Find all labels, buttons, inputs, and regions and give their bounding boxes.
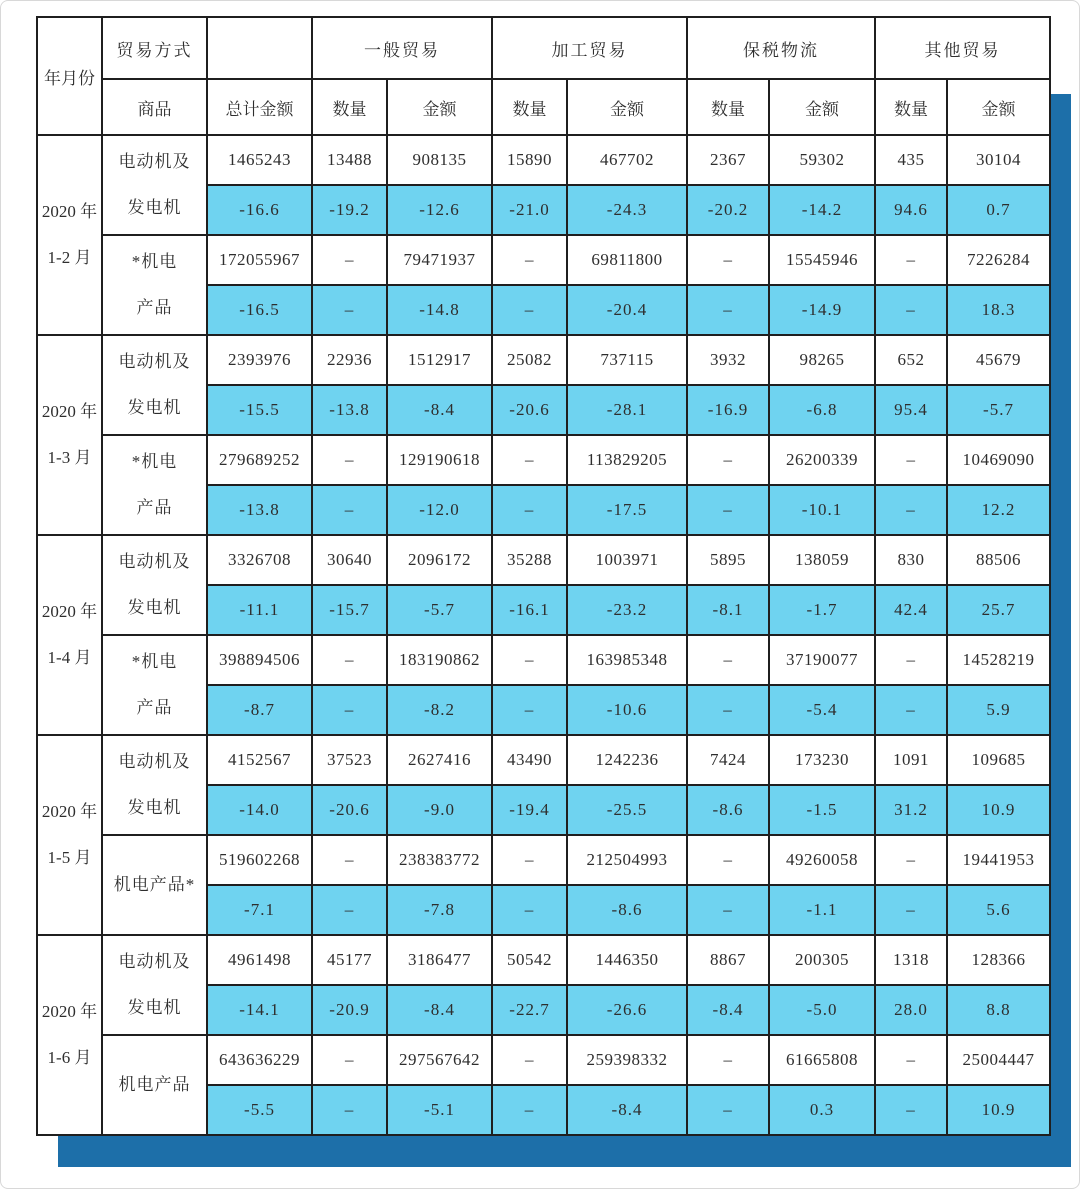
value-cell: 5895	[687, 535, 769, 585]
percent-change-cell: -24.3	[567, 185, 687, 235]
percent-change-cell: -28.1	[567, 385, 687, 435]
value-cell: 13488	[312, 135, 387, 185]
header-amount: 金额	[567, 79, 687, 135]
percent-change-cell: 42.4	[875, 585, 947, 635]
percent-change-cell: -7.8	[387, 885, 492, 935]
value-cell: 1091	[875, 735, 947, 785]
value-cell: 15890	[492, 135, 567, 185]
header-trade-mode: 贸易方式	[102, 17, 207, 79]
percent-change-cell: 0.3	[769, 1085, 875, 1135]
commodity-name-line: 机电产品*	[113, 875, 196, 894]
value-cell: 49260058	[769, 835, 875, 885]
percent-change-cell: -8.6	[687, 785, 769, 835]
value-cell: 3932	[687, 335, 769, 385]
percent-change-cell: -19.2	[312, 185, 387, 235]
percent-change-cell: 12.2	[947, 485, 1050, 535]
percent-change-cell: -1.5	[769, 785, 875, 835]
percent-change-cell: –	[492, 485, 567, 535]
value-cell: 2367	[687, 135, 769, 185]
value-cell: –	[312, 835, 387, 885]
value-cell: 163985348	[567, 635, 687, 685]
percent-change-cell: -14.2	[769, 185, 875, 235]
value-cell: 8867	[687, 935, 769, 985]
header-total-amount: 总计金额	[207, 79, 312, 135]
percent-change-cell: –	[687, 685, 769, 735]
percent-change-cell: -16.9	[687, 385, 769, 435]
percent-change-cell: 31.2	[875, 785, 947, 835]
value-cell: –	[492, 835, 567, 885]
percent-change-cell: -8.1	[687, 585, 769, 635]
percent-change-cell: 10.9	[947, 1085, 1050, 1135]
value-cell: –	[687, 235, 769, 285]
commodity-name-line: 产品	[136, 298, 173, 317]
value-cell: –	[875, 235, 947, 285]
percent-change-cell: -14.1	[207, 985, 312, 1035]
percent-change-cell: -8.6	[567, 885, 687, 935]
commodity-name	[102, 935, 207, 1035]
commodity-name-line: *机电	[131, 252, 178, 271]
percent-change-cell: -5.1	[387, 1085, 492, 1135]
percent-change-cell: 18.3	[947, 285, 1050, 335]
percent-change-cell: -12.0	[387, 485, 492, 535]
value-cell: 830	[875, 535, 947, 585]
percent-change-cell: –	[875, 485, 947, 535]
percent-change-cell: -20.9	[312, 985, 387, 1035]
percent-change-cell: -8.2	[387, 685, 492, 735]
table-row-values	[37, 935, 1050, 985]
period-label	[37, 335, 102, 535]
percent-change-cell: -13.8	[312, 385, 387, 435]
period-label-line: 1-5 月	[47, 848, 92, 867]
percent-change-cell: –	[312, 885, 387, 935]
value-cell: 61665808	[769, 1035, 875, 1085]
percent-change-cell: -20.6	[312, 785, 387, 835]
commodity-name-line: 机电产品	[118, 1075, 191, 1094]
commodity-name-line: *机电	[131, 452, 178, 471]
header-year-month: 年月份	[37, 17, 102, 135]
percent-change-cell: –	[687, 1085, 769, 1135]
percent-change-cell: 95.4	[875, 385, 947, 435]
percent-change-cell: –	[492, 885, 567, 935]
commodity-name	[102, 535, 207, 635]
percent-change-cell: -20.2	[687, 185, 769, 235]
commodity-name	[102, 335, 207, 435]
commodity-name	[102, 235, 207, 335]
period-label-line: 2020 年	[41, 402, 98, 421]
percent-change-cell: -1.1	[769, 885, 875, 935]
value-cell: 279689252	[207, 435, 312, 485]
value-cell: 113829205	[567, 435, 687, 485]
percent-change-cell: -1.7	[769, 585, 875, 635]
value-cell: 7226284	[947, 235, 1050, 285]
value-cell: 908135	[387, 135, 492, 185]
value-cell: –	[312, 235, 387, 285]
value-cell: 98265	[769, 335, 875, 385]
percent-change-cell: -5.7	[947, 385, 1050, 435]
period-label-line: 1-6 月	[47, 1048, 92, 1067]
value-cell: –	[687, 835, 769, 885]
percent-change-cell: -8.4	[387, 985, 492, 1035]
header-amount: 金额	[769, 79, 875, 135]
commodity-name-line: 发电机	[127, 998, 182, 1017]
header-quantity: 数量	[875, 79, 947, 135]
value-cell: 19441953	[947, 835, 1050, 885]
period-label	[37, 135, 102, 335]
percent-change-cell: –	[875, 285, 947, 335]
value-cell: 43490	[492, 735, 567, 785]
period-label-line: 2020 年	[41, 602, 98, 621]
value-cell: –	[492, 435, 567, 485]
value-cell: 3186477	[387, 935, 492, 985]
percent-change-cell: –	[687, 285, 769, 335]
header-trade-type-other: 其他贸易	[875, 17, 1050, 79]
value-cell: –	[312, 635, 387, 685]
value-cell: 109685	[947, 735, 1050, 785]
header-quantity: 数量	[312, 79, 387, 135]
commodity-name	[102, 1035, 207, 1135]
commodity-name	[102, 635, 207, 735]
value-cell: 128366	[947, 935, 1050, 985]
value-cell: 45679	[947, 335, 1050, 385]
header-trade-type-bonded: 保税物流	[687, 17, 875, 79]
commodity-name-line: 电动机及	[118, 952, 191, 971]
percent-change-cell: –	[492, 1085, 567, 1135]
header-blank-cell	[207, 17, 312, 79]
percent-change-cell: 10.9	[947, 785, 1050, 835]
table-body	[37, 135, 1050, 1135]
value-cell: 7424	[687, 735, 769, 785]
percent-change-cell: 94.6	[875, 185, 947, 235]
commodity-name	[102, 135, 207, 235]
percent-change-cell: 25.7	[947, 585, 1050, 635]
percent-change-cell: -5.0	[769, 985, 875, 1035]
value-cell: 138059	[769, 535, 875, 585]
value-cell: 652	[875, 335, 947, 385]
value-cell: 50542	[492, 935, 567, 985]
percent-change-cell: -14.8	[387, 285, 492, 335]
value-cell: 183190862	[387, 635, 492, 685]
percent-change-cell: -5.5	[207, 1085, 312, 1135]
value-cell: 297567642	[387, 1035, 492, 1085]
value-cell: –	[875, 1035, 947, 1085]
value-cell: 15545946	[769, 235, 875, 285]
commodity-name	[102, 435, 207, 535]
percent-change-cell: –	[312, 285, 387, 335]
percent-change-cell: –	[875, 1085, 947, 1135]
value-cell: 37523	[312, 735, 387, 785]
percent-change-cell: -16.5	[207, 285, 312, 335]
percent-change-cell: 28.0	[875, 985, 947, 1035]
value-cell: 2393976	[207, 335, 312, 385]
percent-change-cell: -20.4	[567, 285, 687, 335]
percent-change-cell: -20.6	[492, 385, 567, 435]
value-cell: 79471937	[387, 235, 492, 285]
table-row-values	[37, 535, 1050, 585]
value-cell: 1512917	[387, 335, 492, 385]
commodity-name-line: 电动机及	[118, 552, 191, 571]
percent-change-cell: 5.6	[947, 885, 1050, 935]
value-cell: 30640	[312, 535, 387, 585]
percent-change-cell: -8.4	[687, 985, 769, 1035]
value-cell: –	[875, 835, 947, 885]
period-label	[37, 735, 102, 935]
percent-change-cell: -8.7	[207, 685, 312, 735]
percent-change-cell: -7.1	[207, 885, 312, 935]
percent-change-cell: -8.4	[567, 1085, 687, 1135]
period-label-line: 2020 年	[41, 1002, 98, 1021]
percent-change-cell: –	[312, 485, 387, 535]
value-cell: –	[687, 635, 769, 685]
percent-change-cell: -8.4	[387, 385, 492, 435]
value-cell: –	[492, 635, 567, 685]
value-cell: 1446350	[567, 935, 687, 985]
period-label-line: 1-2 月	[47, 248, 92, 267]
value-cell: –	[312, 435, 387, 485]
table-row-values	[37, 135, 1050, 185]
value-cell: 398894506	[207, 635, 312, 685]
value-cell: 4961498	[207, 935, 312, 985]
value-cell: 173230	[769, 735, 875, 785]
period-label-line: 1-4 月	[47, 648, 92, 667]
value-cell: 22936	[312, 335, 387, 385]
value-cell: 88506	[947, 535, 1050, 585]
header-amount: 金额	[387, 79, 492, 135]
percent-change-cell: –	[492, 685, 567, 735]
value-cell: 200305	[769, 935, 875, 985]
value-cell: 737115	[567, 335, 687, 385]
commodity-name-line: 电动机及	[118, 152, 191, 171]
header-trade-type-general: 一般贸易	[312, 17, 492, 79]
value-cell: 467702	[567, 135, 687, 185]
percent-change-cell: -9.0	[387, 785, 492, 835]
value-cell: –	[492, 235, 567, 285]
percent-change-cell: 5.9	[947, 685, 1050, 735]
percent-change-cell: -10.6	[567, 685, 687, 735]
commodity-name-line: 产品	[136, 498, 173, 517]
value-cell: 3326708	[207, 535, 312, 585]
percent-change-cell: –	[875, 685, 947, 735]
value-cell: 172055967	[207, 235, 312, 285]
percent-change-cell: -15.5	[207, 385, 312, 435]
percent-change-cell: -26.6	[567, 985, 687, 1035]
value-cell: 1465243	[207, 135, 312, 185]
commodity-name-line: 发电机	[127, 798, 182, 817]
value-cell: 10469090	[947, 435, 1050, 485]
percent-change-cell: -11.1	[207, 585, 312, 635]
percent-change-cell: –	[875, 885, 947, 935]
percent-change-cell: –	[492, 285, 567, 335]
value-cell: 1318	[875, 935, 947, 985]
value-cell: 4152567	[207, 735, 312, 785]
table-row-values	[37, 1035, 1050, 1085]
value-cell: 37190077	[769, 635, 875, 685]
header-trade-type-processing: 加工贸易	[492, 17, 687, 79]
value-cell: 1003971	[567, 535, 687, 585]
header-amount: 金额	[947, 79, 1050, 135]
header-commodity: 商品	[102, 79, 207, 135]
percent-change-cell: -5.4	[769, 685, 875, 735]
percent-change-cell: -21.0	[492, 185, 567, 235]
commodity-name-line: 发电机	[127, 598, 182, 617]
percent-change-cell: –	[687, 485, 769, 535]
header-quantity: 数量	[492, 79, 567, 135]
percent-change-cell: -16.6	[207, 185, 312, 235]
percent-change-cell: -14.0	[207, 785, 312, 835]
period-label	[37, 535, 102, 735]
period-label-line: 2020 年	[41, 802, 98, 821]
percent-change-cell: -13.8	[207, 485, 312, 535]
table-row-values	[37, 335, 1050, 385]
percent-change-cell: -16.1	[492, 585, 567, 635]
value-cell: 69811800	[567, 235, 687, 285]
value-cell: 14528219	[947, 635, 1050, 685]
table-row-values	[37, 735, 1050, 785]
value-cell: –	[687, 1035, 769, 1085]
trade-table	[36, 16, 1051, 1136]
header-quantity: 数量	[687, 79, 769, 135]
percent-change-cell: –	[687, 885, 769, 935]
value-cell: 30104	[947, 135, 1050, 185]
percent-change-cell: –	[312, 1085, 387, 1135]
percent-change-cell: -15.7	[312, 585, 387, 635]
value-cell: 59302	[769, 135, 875, 185]
value-cell: 26200339	[769, 435, 875, 485]
percent-change-cell: -17.5	[567, 485, 687, 535]
table-row-values	[37, 435, 1050, 485]
table-row-values	[37, 635, 1050, 685]
value-cell: 129190618	[387, 435, 492, 485]
commodity-name	[102, 735, 207, 835]
value-cell: 25082	[492, 335, 567, 385]
value-cell: 212504993	[567, 835, 687, 885]
commodity-name-line: 电动机及	[118, 352, 191, 371]
period-label-line: 2020 年	[41, 202, 98, 221]
value-cell: –	[875, 635, 947, 685]
value-cell: –	[492, 1035, 567, 1085]
table-row-values	[37, 235, 1050, 285]
value-cell: 2096172	[387, 535, 492, 585]
percent-change-cell: -19.4	[492, 785, 567, 835]
table-row-values	[37, 835, 1050, 885]
value-cell: 1242236	[567, 735, 687, 785]
percent-change-cell: 8.8	[947, 985, 1050, 1035]
commodity-name	[102, 835, 207, 935]
value-cell: 35288	[492, 535, 567, 585]
value-cell: –	[312, 1035, 387, 1085]
percent-change-cell: –	[312, 685, 387, 735]
percent-change-cell: -6.8	[769, 385, 875, 435]
value-cell: 259398332	[567, 1035, 687, 1085]
percent-change-cell: -10.1	[769, 485, 875, 535]
percent-change-cell: 0.7	[947, 185, 1050, 235]
commodity-name-line: *机电	[131, 652, 178, 671]
value-cell: 643636229	[207, 1035, 312, 1085]
value-cell: 238383772	[387, 835, 492, 885]
value-cell: –	[875, 435, 947, 485]
percent-change-cell: -22.7	[492, 985, 567, 1035]
value-cell: 435	[875, 135, 947, 185]
value-cell: 2627416	[387, 735, 492, 785]
value-cell: 519602268	[207, 835, 312, 885]
percent-change-cell: -5.7	[387, 585, 492, 635]
commodity-name-line: 产品	[136, 698, 173, 717]
value-cell: 45177	[312, 935, 387, 985]
commodity-name-line: 发电机	[127, 198, 182, 217]
value-cell: –	[687, 435, 769, 485]
period-label	[37, 935, 102, 1135]
percent-change-cell: -23.2	[567, 585, 687, 635]
value-cell: 25004447	[947, 1035, 1050, 1085]
percent-change-cell: -14.9	[769, 285, 875, 335]
percent-change-cell: -12.6	[387, 185, 492, 235]
commodity-name-line: 发电机	[127, 398, 182, 417]
commodity-name-line: 电动机及	[118, 752, 191, 771]
period-label-line: 1-3 月	[47, 448, 92, 467]
percent-change-cell: -25.5	[567, 785, 687, 835]
